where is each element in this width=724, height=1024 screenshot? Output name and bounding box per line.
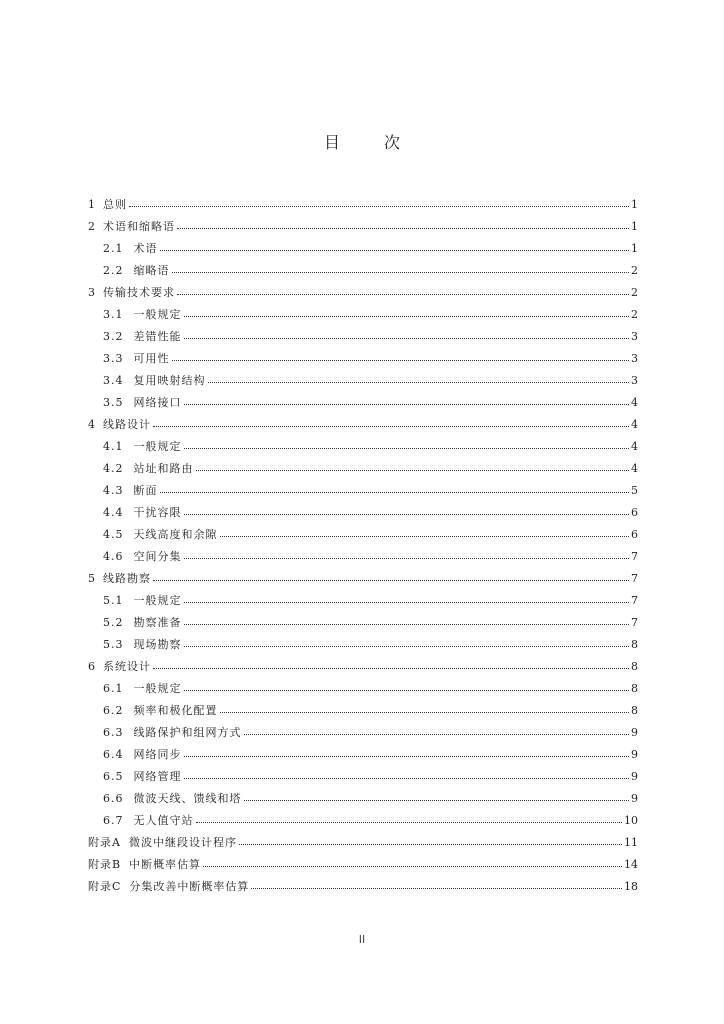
toc-entry-title: 线路设计 bbox=[103, 418, 151, 431]
toc-entry-number: 2 bbox=[88, 220, 96, 233]
toc-entry-number: 6.7 bbox=[103, 814, 124, 827]
toc-entry[interactable] bbox=[88, 458, 638, 480]
toc-entry-number: 6.5 bbox=[103, 770, 124, 783]
toc-entry-title: 可用性 bbox=[133, 352, 170, 365]
toc-entry-page: 1 bbox=[631, 220, 638, 233]
toc-entry[interactable] bbox=[88, 392, 638, 414]
toc-entry-number: 6.1 bbox=[103, 682, 124, 695]
toc-entry-page: 9 bbox=[631, 792, 638, 805]
toc-entry[interactable] bbox=[88, 524, 638, 546]
toc-entry-page: 2 bbox=[631, 308, 638, 321]
toc-entry[interactable] bbox=[88, 304, 638, 326]
toc-entry[interactable] bbox=[88, 216, 638, 238]
dot-leader bbox=[239, 843, 622, 845]
dot-leader bbox=[251, 887, 622, 889]
toc-entry[interactable] bbox=[88, 238, 638, 260]
toc-entry-page: 4 bbox=[631, 462, 638, 475]
dot-leader bbox=[177, 293, 629, 295]
toc-entry[interactable] bbox=[88, 634, 638, 656]
toc-entry[interactable] bbox=[88, 282, 638, 304]
page-title: 目 次 bbox=[323, 133, 414, 152]
toc-entry-number: 4 bbox=[88, 418, 96, 431]
toc-entry[interactable] bbox=[88, 744, 638, 766]
toc-entry-page: 3 bbox=[631, 374, 638, 387]
toc-entry-title: 术语和缩略语 bbox=[103, 220, 175, 233]
toc-entry-title: 空间分集 bbox=[133, 550, 182, 563]
dot-leader bbox=[184, 689, 630, 691]
toc-entry[interactable] bbox=[88, 414, 638, 436]
toc-entry-page: 8 bbox=[631, 660, 638, 673]
toc-entry-number: 2.2 bbox=[103, 264, 124, 277]
toc-entry-page: 7 bbox=[631, 594, 638, 607]
toc-entry-number: 6.3 bbox=[103, 726, 124, 739]
dot-leader bbox=[153, 425, 629, 427]
toc-entry-page: 7 bbox=[631, 550, 638, 563]
toc-entry-title: 网络接口 bbox=[133, 396, 182, 409]
toc-entry-title: 干扰容限 bbox=[133, 506, 182, 519]
toc-entry-number: 5.1 bbox=[103, 594, 124, 607]
toc-entry[interactable] bbox=[88, 370, 638, 392]
toc-entry-title: 站址和路由 bbox=[133, 462, 194, 475]
dot-leader bbox=[160, 491, 630, 493]
toc-entry-page: 4 bbox=[631, 418, 638, 431]
toc-entry[interactable] bbox=[88, 876, 638, 898]
toc-entry-number: 6 bbox=[88, 660, 96, 673]
dot-leader bbox=[172, 271, 630, 273]
toc-entry-page: 9 bbox=[631, 770, 638, 783]
toc-entry[interactable] bbox=[88, 502, 638, 524]
toc-entry-number: 3.1 bbox=[103, 308, 124, 321]
dot-leader bbox=[184, 755, 630, 757]
toc-entry-page: 10 bbox=[624, 814, 638, 827]
toc-entry-page: 8 bbox=[631, 638, 638, 651]
toc-entry[interactable] bbox=[88, 678, 638, 700]
toc-entry-page: 2 bbox=[631, 286, 638, 299]
toc-entry[interactable] bbox=[88, 480, 638, 502]
dot-leader bbox=[184, 623, 630, 625]
toc-entry[interactable] bbox=[88, 722, 638, 744]
toc-entry-page: 14 bbox=[624, 858, 638, 871]
toc-entry-number: 3 bbox=[88, 286, 96, 299]
dot-leader bbox=[184, 557, 630, 559]
toc-entry-title: 差错性能 bbox=[133, 330, 182, 343]
toc-entry[interactable] bbox=[88, 656, 638, 678]
dot-leader bbox=[196, 469, 630, 471]
dot-leader bbox=[208, 381, 630, 383]
toc-entry-number: 3.2 bbox=[103, 330, 124, 343]
toc-entry-number: 4.6 bbox=[103, 550, 124, 563]
toc-entry-page: 11 bbox=[624, 836, 638, 849]
toc-entry-title: 无人值守站 bbox=[133, 814, 194, 827]
dot-leader bbox=[172, 359, 630, 361]
toc-entry-page: 7 bbox=[631, 572, 638, 585]
dot-leader bbox=[184, 601, 630, 603]
toc-entry-page: 1 bbox=[631, 198, 638, 211]
toc-entry-page: 4 bbox=[631, 440, 638, 453]
toc-entry[interactable] bbox=[88, 326, 638, 348]
toc-entry-page: 9 bbox=[631, 726, 638, 739]
dot-leader bbox=[184, 337, 630, 339]
dot-leader bbox=[244, 799, 630, 801]
toc-entry-page: 8 bbox=[631, 682, 638, 695]
toc-entry-title: 复用映射结构 bbox=[133, 374, 206, 387]
toc-entry-title: 天线高度和余隙 bbox=[133, 528, 218, 541]
toc-entry-number: 4.3 bbox=[103, 484, 124, 497]
toc-entry[interactable] bbox=[88, 260, 638, 282]
toc-entry-number: 附录C bbox=[88, 880, 122, 893]
toc-entry-page: 8 bbox=[631, 704, 638, 717]
toc-entry-title: 微波中继段设计程序 bbox=[128, 836, 237, 849]
toc-entry[interactable] bbox=[88, 810, 638, 832]
toc-entry-page: 6 bbox=[631, 528, 638, 541]
toc-entry[interactable] bbox=[88, 348, 638, 370]
toc-entry-title: 总则 bbox=[103, 198, 127, 211]
toc-entry[interactable] bbox=[88, 832, 638, 854]
toc-entry-number: 4.4 bbox=[103, 506, 124, 519]
dot-leader bbox=[160, 249, 630, 251]
toc-entry-number: 3.5 bbox=[103, 396, 124, 409]
toc-entry-title: 网络同步 bbox=[133, 748, 182, 761]
toc-entry-page: 7 bbox=[631, 616, 638, 629]
toc-entry-number: 5 bbox=[88, 572, 96, 585]
toc-entry-number: 4.1 bbox=[103, 440, 124, 453]
toc-entry-number: 5.3 bbox=[103, 638, 124, 651]
table-of-contents bbox=[88, 194, 638, 898]
toc-entry-title: 断面 bbox=[133, 484, 158, 497]
toc-entry-number: 3.3 bbox=[103, 352, 124, 365]
dot-leader bbox=[177, 227, 629, 229]
dot-leader bbox=[184, 645, 630, 647]
toc-entry-title: 中断概率估算 bbox=[129, 858, 202, 871]
dot-leader bbox=[184, 403, 630, 405]
page-number: II bbox=[358, 933, 366, 946]
toc-entry-number: 附录A bbox=[88, 836, 121, 849]
toc-entry-title: 线路保护和组网方式 bbox=[133, 726, 242, 739]
toc-entry-title: 网络管理 bbox=[133, 770, 182, 783]
toc-entry[interactable] bbox=[88, 766, 638, 788]
toc-entry-title: 一般规定 bbox=[133, 308, 182, 321]
toc-entry-title: 勘察准备 bbox=[133, 616, 182, 629]
toc-entry-number: 6.4 bbox=[103, 748, 124, 761]
dot-leader bbox=[203, 865, 622, 867]
toc-entry[interactable] bbox=[88, 194, 638, 216]
toc-entry-title: 一般规定 bbox=[133, 682, 182, 695]
toc-entry-title: 缩略语 bbox=[133, 264, 170, 277]
toc-entry-number: 2.1 bbox=[103, 242, 124, 255]
toc-entry-page: 3 bbox=[631, 352, 638, 365]
dot-leader bbox=[184, 513, 630, 515]
toc-entry-number: 附录B bbox=[88, 858, 122, 871]
toc-entry-title: 系统设计 bbox=[103, 660, 151, 673]
toc-entry-page: 2 bbox=[631, 264, 638, 277]
toc-entry-number: 5.2 bbox=[103, 616, 124, 629]
toc-entry-title: 分集改善中断概率估算 bbox=[129, 880, 250, 893]
dot-leader bbox=[153, 667, 629, 669]
toc-entry-page: 9 bbox=[631, 748, 638, 761]
toc-entry-number: 6.2 bbox=[103, 704, 124, 717]
toc-entry-title: 现场勘察 bbox=[133, 638, 182, 651]
dot-leader bbox=[184, 447, 630, 449]
toc-entry-title: 传输技术要求 bbox=[103, 286, 175, 299]
toc-entry-title: 微波天线、馈线和塔 bbox=[133, 792, 242, 805]
toc-entry-number: 4.2 bbox=[103, 462, 124, 475]
toc-entry-title: 频率和极化配置 bbox=[133, 704, 218, 717]
toc-entry[interactable] bbox=[88, 568, 638, 590]
toc-entry[interactable] bbox=[88, 546, 638, 568]
toc-entry[interactable] bbox=[88, 788, 638, 810]
toc-entry-title: 一般规定 bbox=[133, 440, 182, 453]
toc-entry[interactable] bbox=[88, 436, 638, 458]
toc-entry-page: 6 bbox=[631, 506, 638, 519]
toc-entry[interactable] bbox=[88, 590, 638, 612]
dot-leader bbox=[220, 711, 630, 713]
toc-entry-page: 1 bbox=[631, 242, 638, 255]
dot-leader bbox=[184, 777, 630, 779]
dot-leader bbox=[184, 315, 630, 317]
toc-entry-title: 线路勘察 bbox=[103, 572, 151, 585]
toc-entry-title: 一般规定 bbox=[133, 594, 182, 607]
toc-entry-number: 3.4 bbox=[103, 374, 124, 387]
dot-leader bbox=[129, 205, 629, 207]
toc-entry-title: 术语 bbox=[133, 242, 158, 255]
toc-entry-page: 4 bbox=[631, 396, 638, 409]
toc-entry-number: 4.5 bbox=[103, 528, 124, 541]
toc-entry-number: 6.6 bbox=[103, 792, 124, 805]
toc-entry-number: 1 bbox=[88, 198, 96, 211]
toc-entry-page: 3 bbox=[631, 330, 638, 343]
toc-entry-page: 5 bbox=[631, 484, 638, 497]
dot-leader bbox=[244, 733, 630, 735]
toc-entry[interactable] bbox=[88, 700, 638, 722]
dot-leader bbox=[196, 821, 623, 823]
dot-leader bbox=[220, 535, 630, 537]
toc-entry-page: 18 bbox=[624, 880, 638, 893]
dot-leader bbox=[153, 579, 629, 581]
toc-entry[interactable] bbox=[88, 854, 638, 876]
toc-entry[interactable] bbox=[88, 612, 638, 634]
